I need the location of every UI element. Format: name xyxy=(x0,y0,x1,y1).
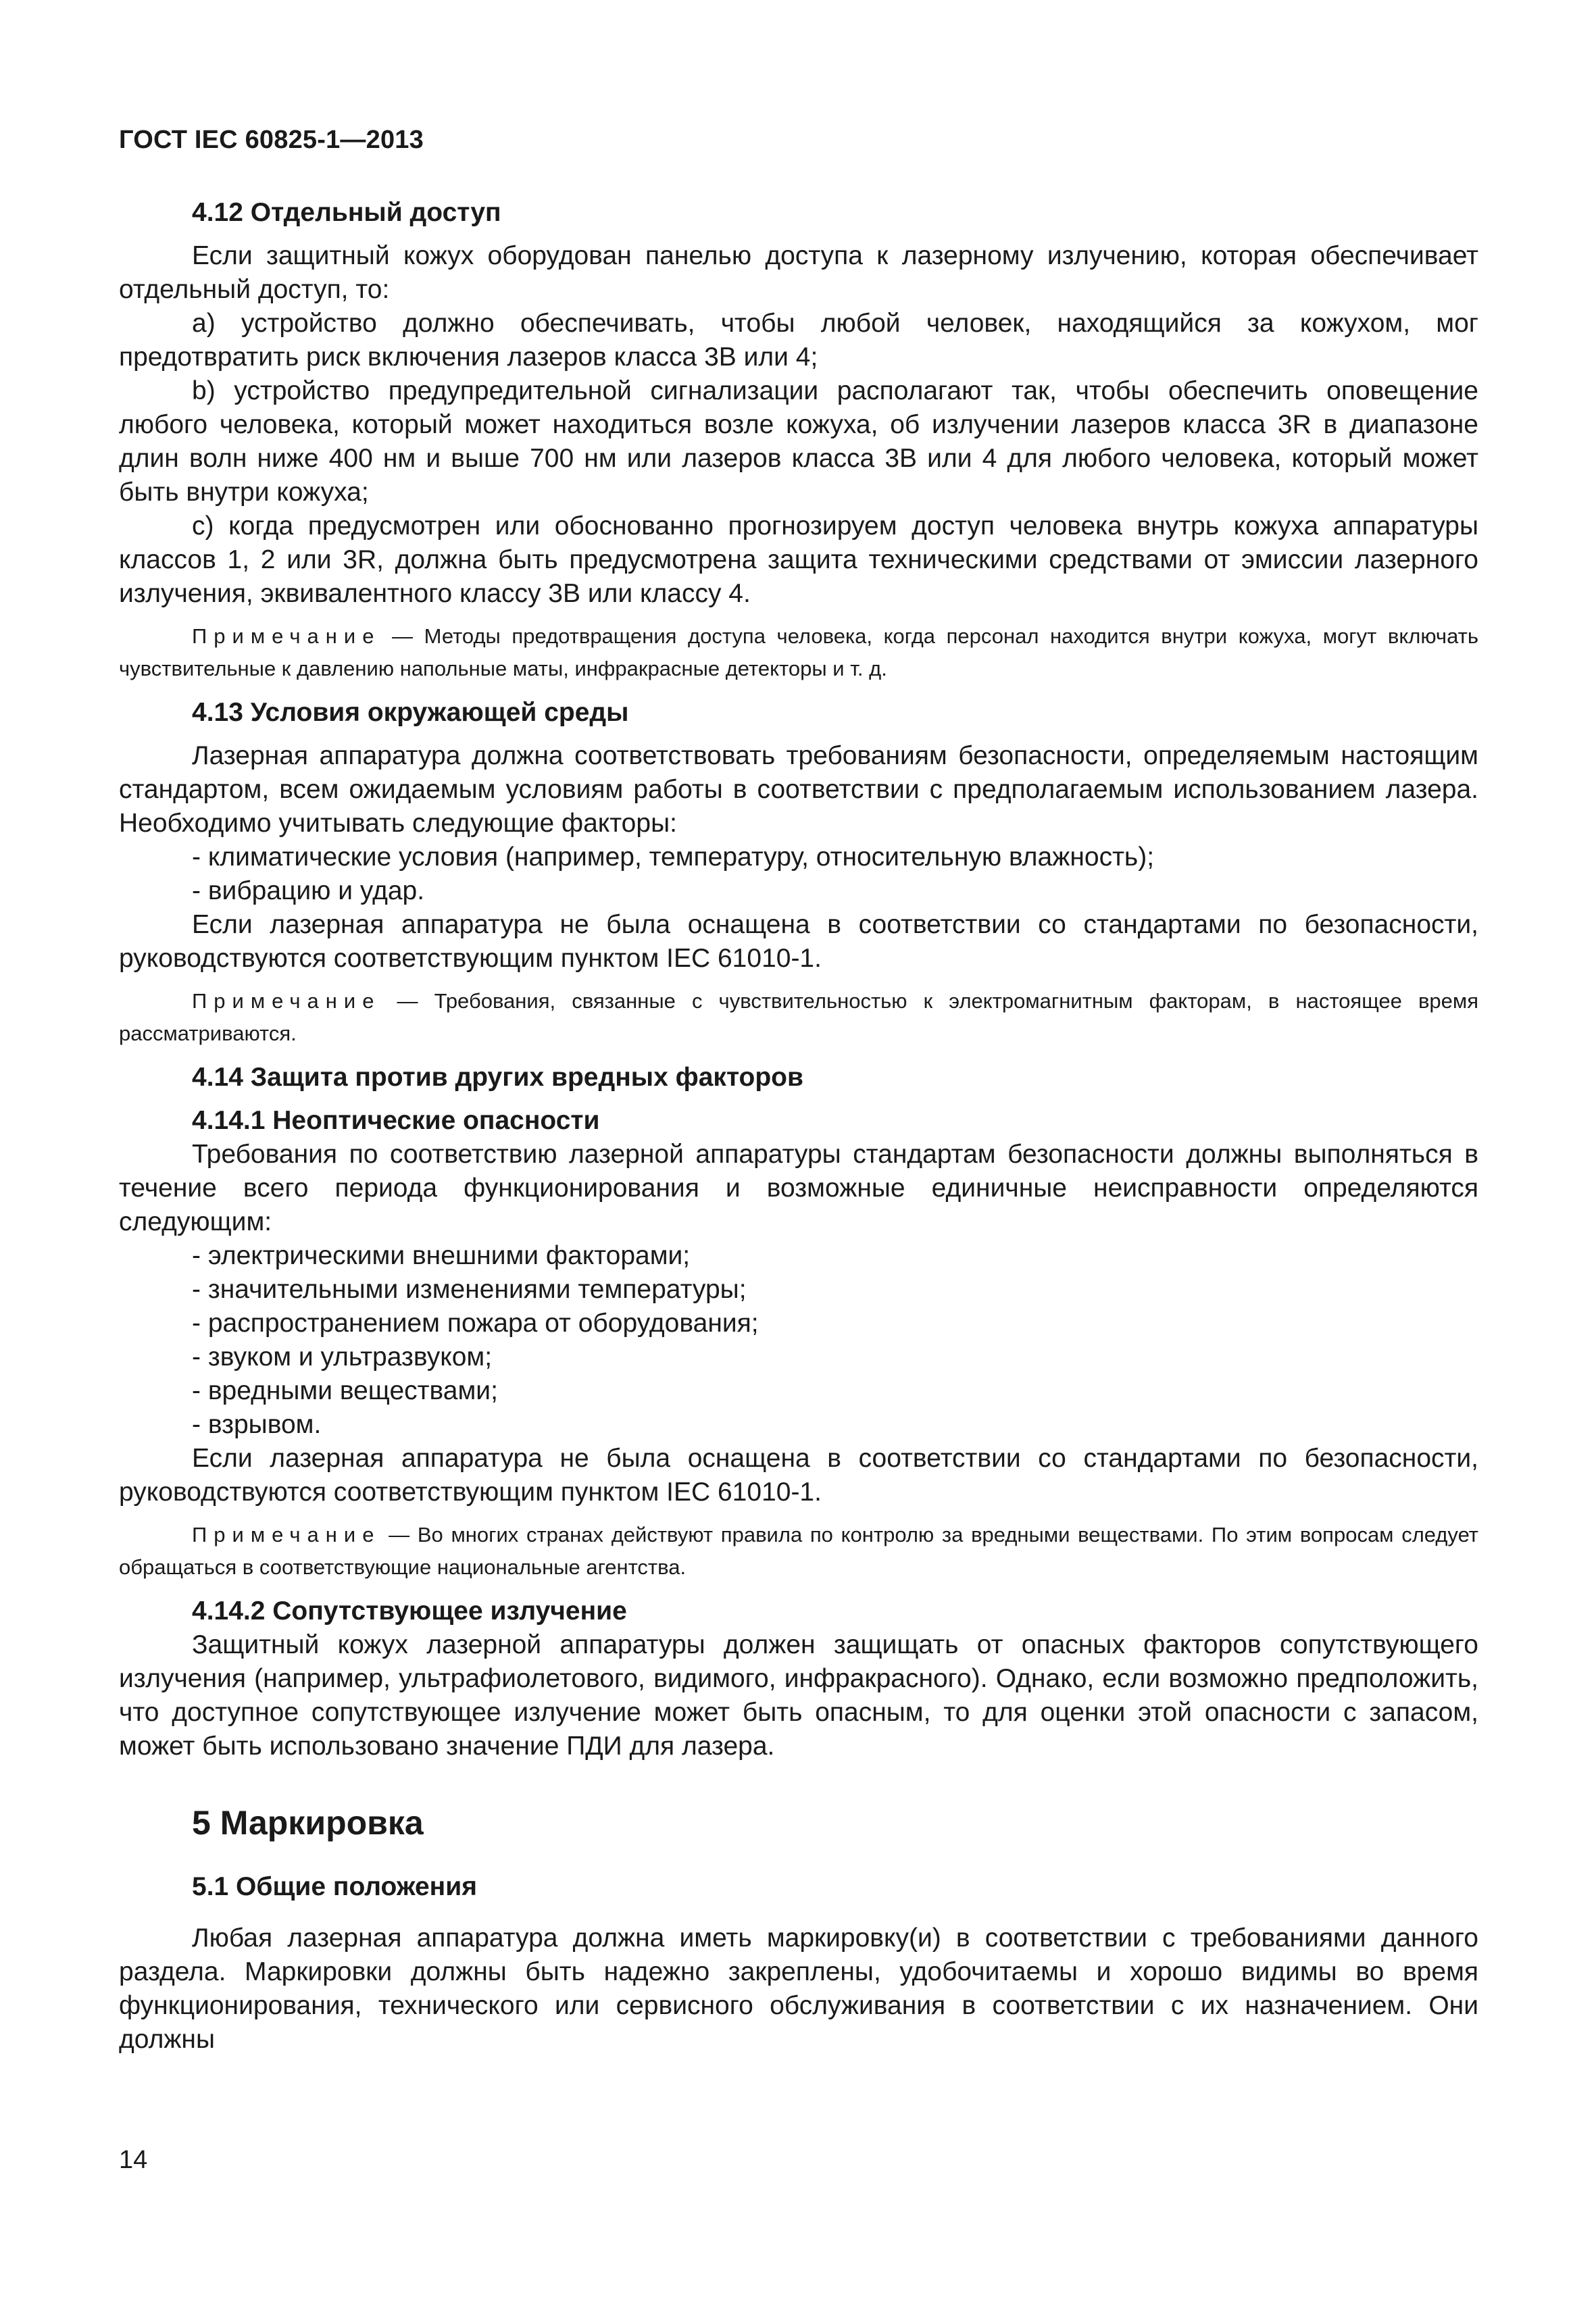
section-title-4-13: 4.13 Условия окружающей среды xyxy=(192,698,629,727)
paragraph: Лазерная аппаратура должна соответствовать требованиям безопасности, определяемым настоящим стандартом, всем ожидаемым условиям работы в соответствии с предполагаемым использованием лазера. Необходимо учитывать следующие факторы: xyxy=(119,741,1478,838)
note-label: Примечание xyxy=(192,1523,381,1546)
document-header: ГОСТ IEC 60825-1—2013 xyxy=(119,126,424,154)
paragraph: с) когда предусмотрен или обоснованно прогнозируем доступ человека внутрь кожуха аппаратуры классов 1, 2 или 3R, должна быть предусмотрена защита техническими средствами от эмиссии лазерного излучения, эквивалентного классу 3В или классу 4. xyxy=(119,511,1478,608)
section-title-4-14: 4.14 Защита против других вредных факторов xyxy=(192,1063,803,1092)
list-item: - электрическими внешними факторами; xyxy=(192,1241,691,1270)
note xyxy=(119,1519,1478,1584)
section-title-5: 5 Маркировка xyxy=(192,1804,424,1842)
page-content xyxy=(119,196,1478,2057)
paragraph: Требования по соответствию лазерной аппаратуры стандартам безопасности должны выполняться в течение всего периода функционирования и возможные единичные неисправности определяются следующим: xyxy=(119,1140,1478,1236)
paragraph: Если лазерная аппаратура не была оснащена в соответствии со стандартами по безопасности, руководствуются соответствующим пунктом IEC 61010-1. xyxy=(119,1444,1478,1507)
paragraph: Защитный кожух лазерной аппаратуры должен защищать от опасных факторов сопутствующего излучения (например, ультрафиолетового, видимого, инфракрасного). Однако, если возможно предположить, что доступное сопутствующее излучение может быть опасным, то для оценки этой опасности с запасом, может быть использовано значение ПДИ для лазера. xyxy=(119,1630,1478,1761)
section-title-4-12: 4.12 Отдельный доступ xyxy=(192,198,501,227)
subsection-title-5-1: 5.1 Общие положения xyxy=(192,1872,477,1901)
paragraph: Если защитный кожух оборудован панелью доступа к лазерному излучению, которая обеспечивает отдельный доступ, то: xyxy=(119,241,1478,304)
paragraph: b) устройство предупредительной сигнализации располагают так, чтобы обеспечить оповещение любого человека, который может находиться возле кожуха, об излучении лазеров класса 3R в диапазоне длин волн ниже 400 нм и выше 700 нм или лазеров класса 3В или 4 для любого человека, который может быть внутри кожуха; xyxy=(119,376,1478,507)
note-label: Примечание xyxy=(192,624,381,648)
list-item: - вибрацию и удар. xyxy=(192,876,425,905)
note-text: — Во многих странах действуют правила по контролю за вредными веществами. По этим вопросам следует обращаться в соответствующие национальные агентства. xyxy=(119,1523,1478,1579)
list-item: - значительными изменениями температуры; xyxy=(192,1275,747,1304)
list-item: - климатические условия (например, температуру, относительную влажность); xyxy=(192,842,1155,872)
paragraph: Если лазерная аппаратура не была оснащена в соответствии со стандартами по безопасности, руководствуются соответствующим пунктом IEC 61010-1. xyxy=(119,910,1478,973)
note-text: — Требования, связанные с чувствительностью к электромагнитным факторам, в настоящее время рассматриваются. xyxy=(119,989,1478,1045)
paragraph: Любая лазерная аппаратура должна иметь маркировку(и) в соответствии с требованиями данного раздела. Маркировки должны быть надежно закреплены, удобочитаемы и хорошо видимы во время функционирования, технического или сервисного обслуживания в соответствии с их назначением. Они должны xyxy=(119,1923,1478,2054)
list-item: - звуком и ультразвуком; xyxy=(192,1342,493,1372)
subsection-title-4-14-2: 4.14.2 Сопутствующее излучение xyxy=(192,1596,627,1626)
list-item: - вредными веществами; xyxy=(192,1376,498,1405)
note xyxy=(119,620,1478,685)
note-label: Примечание xyxy=(192,989,381,1013)
list-item: - взрывом. xyxy=(192,1410,322,1439)
subsection-title-4-14-1: 4.14.1 Неоптические опасности xyxy=(192,1106,600,1135)
note-text: — Методы предотвращения доступа человека, когда персонал находится внутри кожуха, могут включать чувствительные к давлению напольные маты, инфракрасные детекторы и т. д. xyxy=(119,624,1478,680)
paragraph: а) устройство должно обеспечивать, чтобы любой человек, находящийся за кожухом, мог предотвратить риск включения лазеров класса 3В или 4; xyxy=(119,309,1478,372)
note xyxy=(119,985,1478,1050)
list-item: - распространением пожара от оборудования; xyxy=(192,1309,759,1338)
page-number: 14 xyxy=(119,2146,148,2174)
